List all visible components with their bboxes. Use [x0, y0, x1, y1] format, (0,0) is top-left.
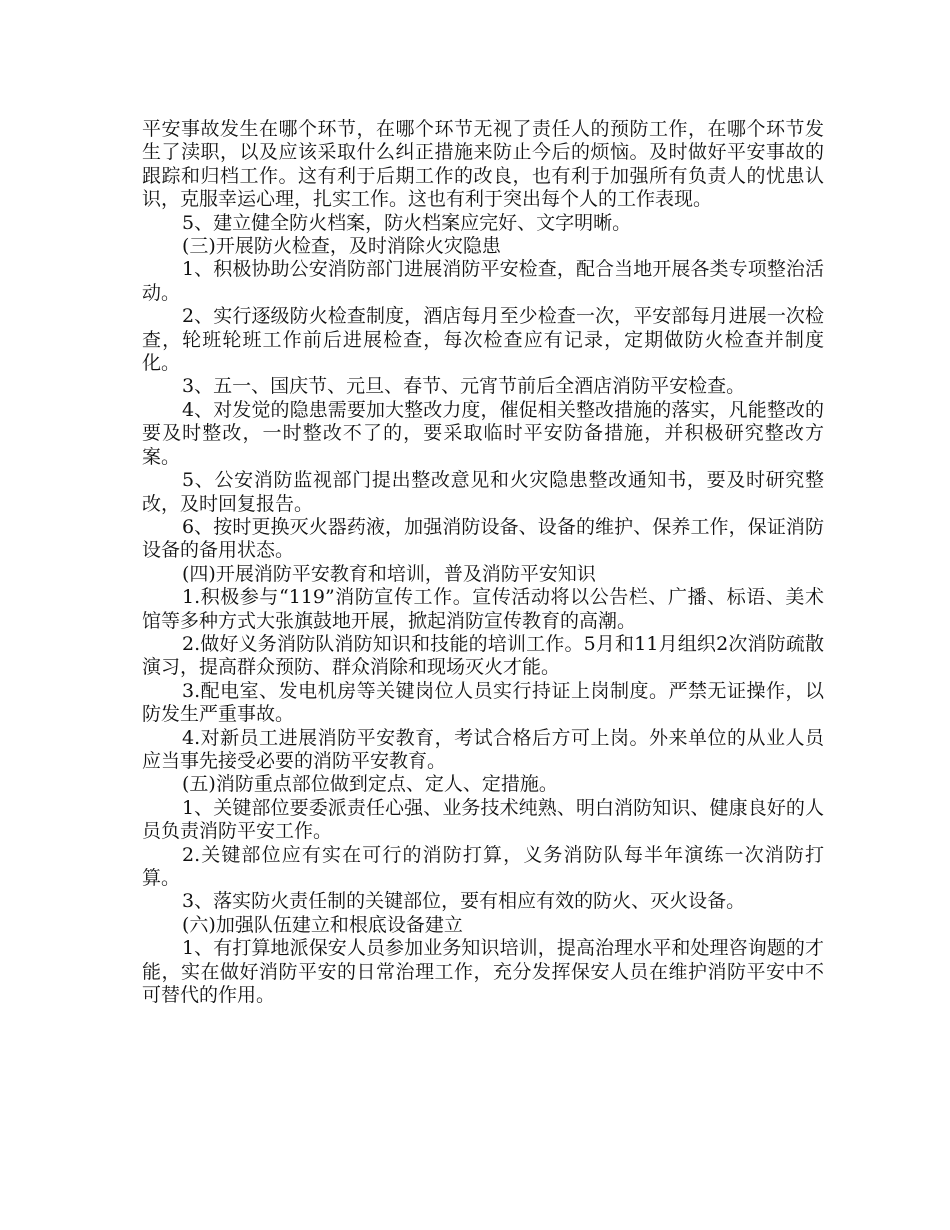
- paragraph-12: 2.做好义务消防队消防知识和技能的培训工作。5月和11月组织2次消防疏散演习，提高群众预防、群众消除和现场灭火才能。: [142, 632, 824, 679]
- section-heading-6: (六)加强队伍建立和根底设备建立: [182, 913, 463, 936]
- paragraph-5: 2、实行逐级防火检查制度，酒店每月至少检查一次，平安部每月进展一次检查，轮班轮班工作前后进展检查，每次检查应有记录，定期做防火检查并制度化。: [142, 305, 824, 375]
- paragraph-2: 5、建立健全防火档案，防火档案应完好、文字明晰。: [182, 211, 632, 234]
- paragraph-13: 3.配电室、发电机房等关键岗位人员实行持证上岗制度。严禁无证操作，以防发生严重事故。: [142, 679, 824, 726]
- paragraph-9: 6、按时更换灭火器药液，加强消防设备、设备的维护、保养工作，保证消防设备的备用状态。: [142, 515, 824, 562]
- body-text: [142, 118, 824, 1007]
- paragraph-6: 3、五一、国庆节、元旦、春节、元宵节前后全酒店消防平安检查。: [182, 375, 746, 398]
- paragraph-17: 2.关键部位应有实在可行的消防打算，义务消防队每半年演练一次消防打算。: [142, 843, 824, 889]
- section-heading-3: (三)开展防火检查，及时消除火灾隐患: [182, 235, 501, 258]
- paragraph-16: 1、关键部位要委派责任心强、业务技术纯熟、明白消防知识、健康良好的人员负责消防平安工作。: [142, 796, 824, 843]
- paragraph-14: 4.对新员工进展消防平安教育，考试合格后方可上岗。外来单位的从业人员应当事先接受必要的消防平安教育。: [142, 726, 824, 772]
- paragraph-1: 平安事故发生在哪个环节，在哪个环节无视了责任人的预防工作，在哪个环节发生了渎职，以及应该采取什么纠正措施来防止今后的烦恼。及时做好平安事故的跟踪和归档工作。这有利于后期工作的改良，也有利于加强所有负责人的忧患认识，克服幸运心理，扎实工作。这也有利于突出每个人的工作表现。: [142, 118, 824, 211]
- paragraph-4: 1、积极协助公安消防部门进展消防平安检查，配合当地开展各类专项整治活动。: [142, 258, 824, 304]
- paragraph-20: 1、有打算地派保安人员参加业务知识培训，提高治理水平和处理咨询题的才能，实在做好消防平安的日常治理工作，充分发挥保安人员在维护消防平安中不可替代的作用。: [142, 937, 824, 1007]
- paragraph-8: 5、公安消防监视部门提出整改意见和火灾隐患整改通知书，要及时研究整改，及时回复报告。: [142, 469, 824, 515]
- section-heading-5: (五)消防重点部位做到定点、定人、定措施。: [182, 773, 558, 796]
- section-heading-4: (四)开展消防平安教育和培训，普及消防平安知识: [182, 562, 596, 585]
- paragraph-11: 1.积极参与“119”消防宣传工作。宣传活动将以公告栏、广播、标语、美术馆等多种方式大张旗鼓地开展，掀起消防宣传教育的高潮。: [142, 586, 824, 632]
- paragraph-18: 3、落实防火责任制的关键部位，要有相应有效的防火、灭火设备。: [182, 890, 746, 913]
- paragraph-7: 4、对发觉的隐患需要加大整改力度，催促相关整改措施的落实，凡能整改的要及时整改，一时整改不了的，要采取临时平安防备措施，并积极研究整改方案。: [142, 398, 824, 468]
